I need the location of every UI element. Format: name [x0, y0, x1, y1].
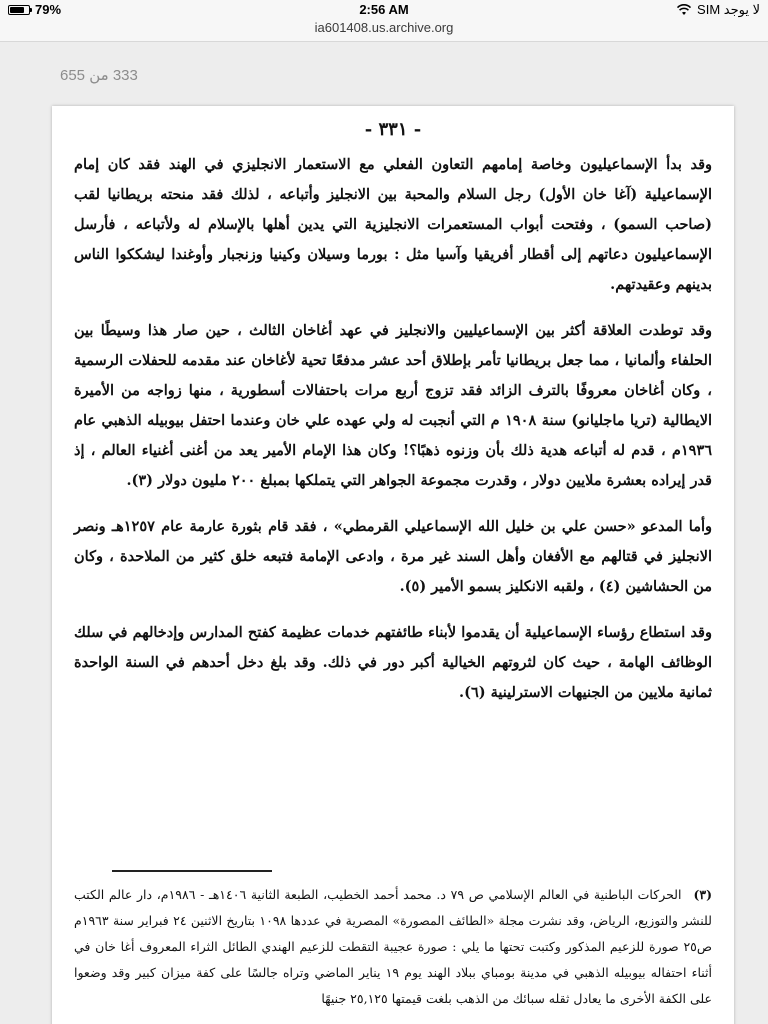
page-body — [74, 150, 712, 724]
carrier-label: لا يوجد SIM — [697, 2, 760, 17]
page-counter: 333 من 655 — [60, 67, 138, 84]
paragraph: وقد استطاع رؤساء الإسماعيلية أن يقدموا لأبناء طائفتهم خدمات عظيمة كفتح المدارس وإدخالهم في سلك الوظائف الهامة ، حيث كان لثروتهم الخيالية أكبر دور في ذلك. وقد بلغ دخل أحدهم في السنة الواحدة ثمانية ملايين من الجنيهات الاسترلينية (٦). — [74, 624, 712, 701]
footnote — [74, 882, 712, 1012]
document-page[interactable] — [52, 106, 734, 1024]
footnote-divider — [112, 870, 272, 872]
paragraph: وقد توطدت العلاقة أكثر بين الإسماعيليين والانجليز في عهد أغاخان الثالث ، حين صار هذا وسيطًا بين الحلفاء وألمانيا ، مما جعل بريطانيا تأمر بإطلاق أحد عشر مدفعًا تحية لأغاخان عند مقدمه للحفلات الرسمية ، وكان أغاخان معروفًا بالترف الزائد فقد تزوج أربع مرات باحتفالات أسطورية ، منها زواجه من الأميرة الايطالية (تريا ماجليانو) سنة ١٩٠٨ م التي أنجبت له ولي عهده علي خان وعندما احتفل بيوبيله الذهبي عام ١٩٣٦م ، قدم له أتباعه هدية ذلك بأن وزنوه ذهبًا؟! وكان هذا الإمام الأمير يعد من أغنى أغنياء العالم ، إذ قدر إيراده بعشرة ملايين دولار ، وقدرت مجموعة الجواهر التي يتملكها بمبلغ ٢٠٠ مليون دولار (٣). — [74, 322, 713, 489]
status-bar — [0, 0, 768, 20]
battery-percentage: 79% — [35, 2, 62, 17]
clock: 2:56 AM — [359, 2, 409, 17]
wifi-icon — [677, 4, 691, 16]
footnote-text: الحركات الباطنية في العالم الإسلامي ص ٧٩ د. محمد أحمد الخطيب، الطبعة الثانية ١٤٠٦هـ - ١٩٨٦م، دار عالم الكتب للنشر والتوزيع، الرياض، وقد نشرت مجلة «الطائف المصورة» المصرية في عددها ١٠٩٨ بتاريخ الاثنين ٢٤ فبراير سنة ١٩٦٣م ص٢٥ صورة للزعيم المذكور وكتبت تحتها ما يلي : صورة عجيبة التقطت للزعيم الهندي الطائل الثراء المعروف أغا خان في أثناء احتفاله بيوبيله الذهبي في مدينة بومباي ببلاد الهند يوم ١٩ يناير الماضي وتراه جالسًا على كفة ميزان كبير وقد وضعوا على الكفة الأخرى ما يعادل ثقله سبائك من الذهب بلغت قيمتها ٢٥,١٢٥ جنيهًا — [74, 887, 712, 1006]
document-viewer[interactable] — [0, 42, 768, 1024]
paragraph: وقد بدأ الإسماعيليون وخاصة إمامهم التعاون الفعلي مع الاستعمار الانجليزي في الهند فقد كان إمام الإسماعيلية (آغا خان الأول) رجل السلام والمحبة بين الانجليز وأتباعه ، لذلك فقد منحته بريطانيا لقب (صاحب السمو) ، وفتحت أبواب المستعمرات الانجليزية التي يدين أهلها بالإسلام له ولأتباعه ، فأرسل الإسماعيليون دعاتهم إلى أقطار أفريقيا وآسيا مثل : بورما وسيلان وكينيا وزنجبار وأوغندا ليشككوا الناس بدينهم وعقيدتهم. — [74, 156, 712, 293]
carrier-indicator — [677, 2, 760, 18]
url-text[interactable]: ia601408.us.archive.org — [314, 20, 454, 35]
page-number: - ٣٣١ - — [364, 119, 422, 140]
footnote-marker: (٣) — [693, 887, 713, 902]
address-bar[interactable] — [0, 20, 768, 42]
paragraph: وأما المدعو «حسن علي بن خليل الله الإسماعيلي القرمطي» ، فقد قام بثورة عارمة عام ١٢٥٧هـ ونصر الانجليز في قتالهم مع الأفغان وأهل السند غير مرة ، وادعى الإمامة فتبعه خلق كثير من الملاحدة ، وكان من الحشاشين (٤) ، ولقبه الانكليز بسمو الأمير (٥). — [74, 518, 712, 595]
